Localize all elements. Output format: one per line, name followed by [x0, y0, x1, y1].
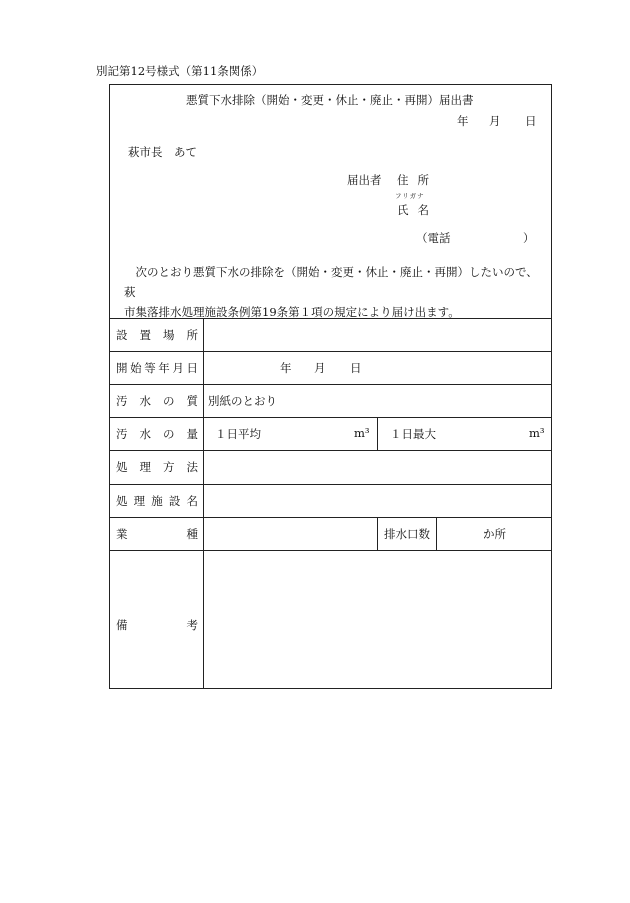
label-char: 処	[116, 460, 128, 474]
divider	[110, 351, 551, 352]
label-char: の	[163, 427, 175, 441]
divider	[110, 517, 551, 518]
avg-unit: m³	[354, 426, 370, 440]
divider	[110, 484, 551, 485]
divider	[110, 417, 551, 418]
date-month-label: 月	[489, 114, 501, 128]
divider	[110, 550, 551, 551]
label-char: 考	[186, 618, 198, 632]
label-char: 法	[186, 460, 198, 474]
furigana-label: フリガナ	[395, 192, 425, 200]
label-char: 所	[186, 328, 198, 342]
label-char: 汚	[116, 427, 128, 441]
max-unit: m³	[529, 426, 545, 440]
address-label: 住所	[397, 173, 438, 187]
date-day-label: 日	[525, 114, 537, 128]
outlets-unit: か所	[483, 527, 506, 541]
quality-label	[116, 393, 198, 409]
label-char: 備	[116, 618, 128, 632]
label-char: 開	[116, 361, 128, 375]
addressee: 萩市長 あて	[128, 145, 197, 159]
daily-average-label: １日平均	[215, 427, 261, 441]
start-month-label: 月	[314, 361, 326, 375]
volume-label	[116, 426, 198, 442]
industry-divider	[377, 517, 378, 550]
label-char: 置	[139, 328, 151, 342]
label-char: 汚	[116, 394, 128, 408]
location-label	[116, 327, 198, 343]
label-char: 処	[116, 494, 128, 508]
label-char: 種	[186, 527, 198, 541]
outlets-divider	[436, 517, 437, 550]
declaration-line: 市集落排水処理施設条例第19条第１項の規定により届け出ます。	[124, 305, 460, 319]
label-char: 業	[116, 527, 128, 541]
start-day-label: 日	[350, 361, 362, 375]
quality-value: 別紙のとおり	[208, 394, 277, 408]
declaration-line: 次のとおり悪質下水の排除を（開始・変更・休止・廃止・再開）したいので、萩	[124, 265, 538, 299]
document-title: 悪質下水排除（開始・変更・休止・廃止・再開）届出書	[186, 93, 474, 107]
divider	[110, 450, 551, 451]
label-char: 名	[186, 494, 198, 508]
label-char: 質	[186, 394, 198, 408]
label-char: 水	[139, 427, 151, 441]
daily-max-label: １日最大	[390, 427, 436, 441]
label-char: 始	[130, 361, 142, 375]
divider	[110, 384, 551, 385]
date-year-label: 年	[457, 114, 469, 128]
label-char: 年	[158, 361, 170, 375]
label-char: 日	[186, 361, 198, 375]
label-char: 水	[139, 394, 151, 408]
label-char: 理	[139, 460, 151, 474]
label-char: 等	[144, 361, 156, 375]
phone-close-paren: ）	[523, 231, 535, 245]
label-char: 月	[172, 361, 184, 375]
label-char: 場	[163, 328, 175, 342]
method-label	[116, 459, 198, 475]
outlets-label: 排水口数	[384, 527, 430, 541]
form-frame	[109, 84, 552, 689]
form-number: 別記第12号様式（第11条関係）	[96, 64, 264, 78]
volume-divider	[377, 417, 378, 450]
remarks-label	[116, 617, 198, 633]
label-char: 理	[133, 494, 146, 508]
start-year-label: 年	[280, 361, 292, 375]
name-label: 氏名	[397, 203, 438, 217]
facility-label	[116, 493, 198, 509]
industry-label	[116, 526, 198, 542]
start-date-label	[116, 360, 198, 376]
declaration-text	[124, 262, 544, 322]
label-char: の	[163, 394, 175, 408]
label-char: 設	[116, 328, 128, 342]
label-char: 方	[163, 460, 175, 474]
label-column-divider	[203, 318, 204, 689]
applicant-label: 届出者	[347, 173, 382, 187]
label-char: 施	[151, 494, 163, 508]
label-char: 量	[186, 427, 198, 441]
phone-label: （電話	[416, 231, 451, 245]
label-char: 設	[168, 494, 181, 508]
